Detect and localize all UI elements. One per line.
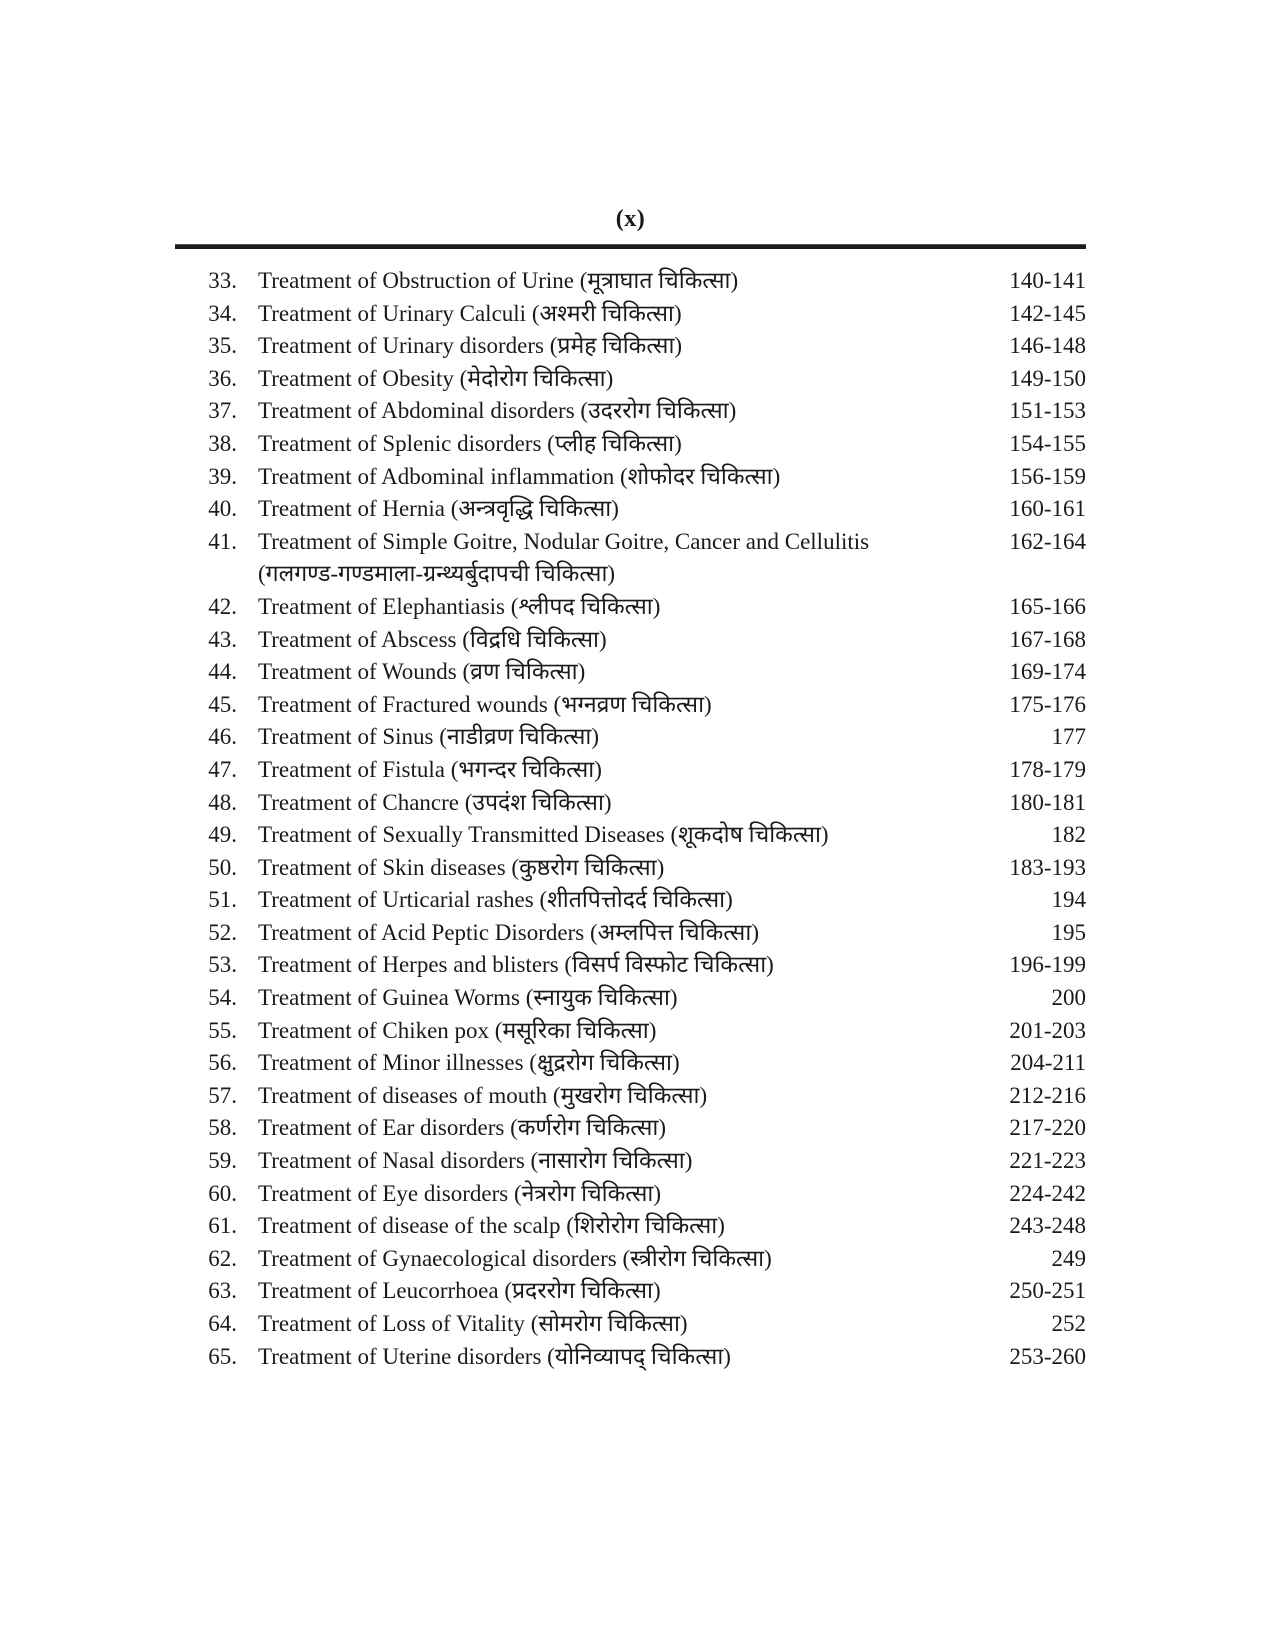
entry-title-english: Treatment of Elephantiasis bbox=[258, 593, 511, 619]
entry-number: 46. bbox=[208, 724, 237, 750]
entry-title-devanagari: (शिरोरोग चिकित्सा) bbox=[566, 1213, 725, 1239]
entry-title-devanagari: (मुखरोग चिकित्सा) bbox=[552, 1082, 708, 1108]
entry-title-english: Treatment of Adbominal inflammation bbox=[258, 463, 620, 489]
entry-page-range: 156-159 bbox=[1009, 463, 1086, 489]
entry-title-english: Treatment of Hernia bbox=[258, 496, 451, 522]
entry-page-range: 249 bbox=[1051, 1245, 1086, 1271]
toc-entry bbox=[175, 721, 1086, 754]
entry-title-english: Treatment of Gynaecological disorders bbox=[258, 1245, 623, 1271]
entry-title-english: Treatment of Urinary Calculi bbox=[258, 300, 532, 326]
entry-title-english: Treatment of Herpes and blisters bbox=[258, 952, 565, 978]
entry-title-english: Treatment of Ear disorders bbox=[258, 1115, 511, 1141]
entry-title-devanagari: (अश्मरी चिकित्सा) bbox=[531, 300, 682, 326]
entry-number: 57. bbox=[208, 1082, 237, 1108]
entry-page-range: 182 bbox=[1051, 822, 1086, 848]
entry-number: 45. bbox=[208, 691, 237, 717]
entry-title-english: Treatment of Sinus bbox=[258, 724, 440, 750]
header-rule bbox=[175, 244, 1086, 249]
entry-page-range: 175-176 bbox=[1009, 691, 1086, 717]
entry-title bbox=[237, 1308, 971, 1341]
entry-title bbox=[237, 1275, 971, 1308]
entry-number: 38. bbox=[208, 430, 237, 456]
entry-page-range: 195 bbox=[1051, 919, 1086, 945]
toc-entry bbox=[175, 330, 1086, 363]
entry-title bbox=[237, 1243, 971, 1276]
toc-entry bbox=[175, 1178, 1086, 1211]
entry-page-range: 201-203 bbox=[1009, 1017, 1086, 1043]
entry-page-range: 183-193 bbox=[1009, 854, 1086, 880]
entry-page-range: 149-150 bbox=[1009, 365, 1086, 391]
entry-number: 44. bbox=[208, 659, 237, 685]
entry-number: 65. bbox=[208, 1343, 237, 1369]
toc-entry bbox=[175, 1341, 1086, 1374]
entry-title-english: Treatment of Skin diseases bbox=[258, 854, 512, 880]
entry-number: 60. bbox=[208, 1180, 237, 1206]
entry-title-devanagari: (व्रण चिकित्सा) bbox=[462, 659, 586, 685]
entry-page-range: 221-223 bbox=[1009, 1148, 1086, 1174]
entry-page-range: 154-155 bbox=[1009, 430, 1086, 456]
entry-title-english: Treatment of disease of the scalp bbox=[258, 1213, 567, 1239]
entry-page-range: 250-251 bbox=[1009, 1278, 1086, 1304]
toc-entry bbox=[175, 656, 1086, 689]
entry-title bbox=[237, 949, 971, 982]
entry-page-range: 178-179 bbox=[1009, 756, 1086, 782]
toc-entry bbox=[175, 689, 1086, 722]
content-block bbox=[175, 205, 1086, 1373]
entry-title-english: Treatment of Urticarial rashes bbox=[258, 887, 540, 913]
entry-title bbox=[237, 1210, 971, 1243]
entry-title-english: Treatment of Sexually Transmitted Diseases bbox=[258, 822, 671, 848]
toc-entry bbox=[175, 917, 1086, 950]
entry-title bbox=[237, 819, 971, 852]
entry-title-english: Treatment of Leucorrhoea bbox=[258, 1278, 505, 1304]
entry-number: 49. bbox=[208, 822, 237, 848]
entry-page-range: 224-242 bbox=[1009, 1180, 1086, 1206]
entry-title-english: Treatment of Nasal disorders bbox=[258, 1148, 531, 1174]
entry-number: 54. bbox=[208, 985, 237, 1011]
toc-entry bbox=[175, 1047, 1086, 1080]
entry-number: 43. bbox=[208, 626, 237, 652]
entry-title bbox=[237, 363, 971, 396]
entry-page-range: 252 bbox=[1051, 1311, 1086, 1336]
entry-title bbox=[237, 526, 971, 591]
entry-title-devanagari: (विसर्प विस्फोट चिकित्सा) bbox=[564, 952, 774, 978]
entry-page-range: 140-141 bbox=[1009, 268, 1086, 293]
entry-title-devanagari: (मेदोरोग चिकित्सा) bbox=[459, 365, 614, 391]
entry-title bbox=[237, 852, 971, 885]
toc-entry bbox=[175, 1308, 1086, 1341]
entry-title-devanagari: (प्रमेह चिकित्सा) bbox=[549, 333, 683, 359]
entry-number: 62. bbox=[208, 1245, 237, 1271]
entry-title bbox=[237, 917, 971, 950]
entry-number: 59. bbox=[208, 1148, 237, 1174]
entry-number: 47. bbox=[208, 756, 237, 782]
entry-title-devanagari: (नासारोग चिकित्सा) bbox=[530, 1148, 693, 1174]
entry-title-english: Treatment of Minor illnesses bbox=[258, 1050, 530, 1076]
entry-number: 55. bbox=[208, 1017, 237, 1043]
toc-entry bbox=[175, 591, 1086, 624]
entry-title bbox=[237, 1015, 971, 1048]
entry-number: 61. bbox=[208, 1213, 237, 1239]
entry-page-range: 194 bbox=[1051, 887, 1086, 913]
toc-list bbox=[175, 265, 1086, 1373]
entry-title bbox=[237, 428, 971, 461]
entry-title-english: Treatment of Obstruction of Urine bbox=[258, 268, 580, 293]
toc-entry bbox=[175, 787, 1086, 820]
toc-entry bbox=[175, 949, 1086, 982]
toc-entry bbox=[175, 526, 1086, 591]
entry-title bbox=[237, 721, 971, 754]
entry-title bbox=[237, 298, 971, 331]
entry-title-english: Treatment of Eye disorders bbox=[258, 1180, 514, 1206]
entry-page-range: 200 bbox=[1051, 985, 1086, 1011]
entry-title bbox=[237, 1341, 971, 1374]
entry-page-range: 146-148 bbox=[1009, 333, 1086, 359]
entry-number: 53. bbox=[208, 952, 237, 978]
entry-title-english: Treatment of diseases of mouth bbox=[258, 1082, 553, 1108]
toc-entry bbox=[175, 461, 1086, 494]
entry-title-devanagari: (प्लीह चिकित्सा) bbox=[547, 430, 682, 456]
entry-page-range: 196-199 bbox=[1009, 952, 1086, 978]
entry-title-devanagari: (मसूरिका चिकित्सा) bbox=[494, 1017, 657, 1043]
entry-page-range: 204-211 bbox=[1010, 1050, 1086, 1076]
entry-page-range: 253-260 bbox=[1009, 1343, 1086, 1369]
toc-entry bbox=[175, 1080, 1086, 1113]
toc-entry bbox=[175, 1210, 1086, 1243]
entry-title bbox=[237, 1080, 971, 1113]
entry-title-english: Treatment of Fistula bbox=[258, 756, 451, 782]
entry-title-devanagari: (गलगण्ड-गण्डमाला-ग्रन्थ्यर्बुदापची चिकित्सा) bbox=[258, 561, 616, 587]
entry-number: 42. bbox=[208, 593, 237, 619]
entry-title-devanagari: (शूकदोष चिकित्सा) bbox=[670, 822, 829, 848]
entry-title-devanagari: (अम्लपित्त चिकित्सा) bbox=[589, 919, 759, 945]
entry-title bbox=[237, 395, 971, 428]
entry-title bbox=[237, 1112, 971, 1145]
entry-title-english: Treatment of Chiken pox bbox=[258, 1017, 495, 1043]
entry-title-devanagari: (शीतपित्तोदर्द चिकित्सा) bbox=[539, 887, 733, 913]
entry-number: 64. bbox=[208, 1311, 237, 1336]
toc-entry bbox=[175, 395, 1086, 428]
entry-title-english: Treatment of Obesity bbox=[258, 365, 460, 391]
entry-title bbox=[237, 265, 971, 298]
toc-entry bbox=[175, 819, 1086, 852]
entry-number: 56. bbox=[208, 1050, 237, 1076]
folio-number: (x) bbox=[615, 206, 646, 232]
entry-title bbox=[237, 689, 971, 722]
entry-title-english: Treatment of Acid Peptic Disorders bbox=[258, 919, 590, 945]
entry-page-range: 177 bbox=[1051, 724, 1086, 750]
toc-entry bbox=[175, 1112, 1086, 1145]
entry-number: 50. bbox=[208, 854, 237, 880]
entry-title bbox=[237, 624, 971, 657]
entry-number: 34. bbox=[208, 300, 237, 326]
entry-title-devanagari: (स्नायुक चिकित्सा) bbox=[525, 985, 678, 1011]
entry-page-range: 160-161 bbox=[1009, 496, 1086, 522]
entry-number: 35. bbox=[208, 333, 237, 359]
entry-page-range: 167-168 bbox=[1009, 626, 1086, 652]
entry-page-range: 162-164 bbox=[1009, 528, 1086, 554]
entry-title-devanagari: (श्लीपद चिकित्सा) bbox=[510, 593, 661, 619]
entry-title bbox=[237, 461, 971, 494]
toc-entry bbox=[175, 624, 1086, 657]
entry-page-range: 212-216 bbox=[1009, 1082, 1086, 1108]
entry-number: 37. bbox=[208, 398, 237, 424]
entry-title bbox=[237, 982, 971, 1015]
entry-title-devanagari: (कुष्ठरोग चिकित्सा) bbox=[511, 854, 665, 880]
entry-title bbox=[237, 754, 971, 787]
toc-entry bbox=[175, 1145, 1086, 1178]
entry-title-devanagari: (कर्णरोग चिकित्सा) bbox=[510, 1115, 667, 1141]
toc-entry bbox=[175, 298, 1086, 331]
entry-title-english: Treatment of Urinary disorders bbox=[258, 333, 550, 359]
entry-title bbox=[237, 1145, 971, 1178]
entry-title-devanagari: (मूत्राघात चिकित्सा) bbox=[579, 268, 739, 293]
entry-title-english: Treatment of Fractured wounds bbox=[258, 691, 554, 717]
entry-title bbox=[237, 656, 971, 689]
entry-title-devanagari: (नेत्ररोग चिकित्सा) bbox=[513, 1180, 662, 1206]
entry-title-devanagari: (क्षुद्ररोग चिकित्सा) bbox=[529, 1050, 680, 1076]
entry-number: 41. bbox=[208, 528, 237, 554]
entry-title-english: Treatment of Abscess bbox=[258, 626, 463, 652]
entry-title bbox=[237, 1047, 971, 1080]
entry-page-range: 169-174 bbox=[1009, 659, 1086, 685]
entry-title-devanagari: (योनिव्यापद् चिकित्सा) bbox=[547, 1343, 731, 1369]
entry-title-english: Treatment of Uterine disorders bbox=[258, 1343, 548, 1369]
entry-title-english: Treatment of Wounds bbox=[258, 659, 463, 685]
entry-title bbox=[237, 330, 971, 363]
entry-title bbox=[237, 591, 971, 624]
toc-entry bbox=[175, 982, 1086, 1015]
entry-title-english: Treatment of Simple Goitre, Nodular Goitre, Cancer and Cellulitis bbox=[258, 528, 870, 554]
entry-number: 51. bbox=[208, 887, 237, 913]
entry-number: 39. bbox=[208, 463, 237, 489]
entry-title-devanagari: (भगन्दर चिकित्सा) bbox=[450, 756, 602, 782]
toc-entry bbox=[175, 265, 1086, 298]
entry-number: 63. bbox=[208, 1278, 237, 1304]
entry-title-devanagari: (भग्नव्रण चिकित्सा) bbox=[553, 691, 712, 717]
entry-page-range: 165-166 bbox=[1009, 593, 1086, 619]
entry-number: 40. bbox=[208, 496, 237, 522]
entry-page-range: 243-248 bbox=[1009, 1213, 1086, 1239]
entry-number: 52. bbox=[208, 919, 237, 945]
toc-entry bbox=[175, 754, 1086, 787]
entry-title-english: Treatment of Abdominal disorders bbox=[258, 398, 581, 424]
entry-page-range: 217-220 bbox=[1009, 1115, 1086, 1141]
entry-title-devanagari: (विद्रधि चिकित्सा) bbox=[462, 626, 607, 652]
toc-entry bbox=[175, 1015, 1086, 1048]
entry-number: 36. bbox=[208, 365, 237, 391]
entry-number: 58. bbox=[208, 1115, 237, 1141]
toc-entry bbox=[175, 852, 1086, 885]
entry-number: 48. bbox=[208, 789, 237, 815]
toc-entry bbox=[175, 1243, 1086, 1276]
entry-title-english: Treatment of Splenic disorders bbox=[258, 430, 548, 456]
entry-title-devanagari: (उपदंश चिकित्सा) bbox=[464, 789, 612, 815]
entry-title-devanagari: (शोफोदर चिकित्सा) bbox=[620, 463, 781, 489]
entry-title bbox=[237, 787, 971, 820]
toc-entry bbox=[175, 1275, 1086, 1308]
entry-title-english: Treatment of Chancre bbox=[258, 789, 465, 815]
entry-title-english: Treatment of Loss of Vitality bbox=[258, 1311, 531, 1336]
entry-page-range: 151-153 bbox=[1009, 398, 1086, 424]
entry-title-devanagari: (प्रदररोग चिकित्सा) bbox=[504, 1278, 661, 1304]
entry-title-devanagari: (नाडीव्रण चिकित्सा) bbox=[439, 724, 599, 750]
entry-title-devanagari: (सोमरोग चिकित्सा) bbox=[530, 1311, 688, 1336]
toc-entry bbox=[175, 363, 1086, 396]
entry-title-english: Treatment of Guinea Worms bbox=[258, 985, 526, 1011]
entry-title-devanagari: (अन्त्रवृद्धि चिकित्सा) bbox=[450, 496, 619, 522]
entry-number: 33. bbox=[208, 268, 237, 293]
entry-page-range: 142-145 bbox=[1009, 300, 1086, 326]
entry-title-devanagari: (उदररोग चिकित्सा) bbox=[580, 398, 737, 424]
entry-title bbox=[237, 1178, 971, 1211]
entry-title bbox=[237, 493, 971, 526]
toc-entry bbox=[175, 428, 1086, 461]
entry-title-devanagari: (स्त्रीरोग चिकित्सा) bbox=[622, 1245, 772, 1271]
entry-page-range: 180-181 bbox=[1009, 789, 1086, 815]
toc-entry bbox=[175, 493, 1086, 526]
entry-title bbox=[237, 884, 971, 917]
toc-entry bbox=[175, 884, 1086, 917]
